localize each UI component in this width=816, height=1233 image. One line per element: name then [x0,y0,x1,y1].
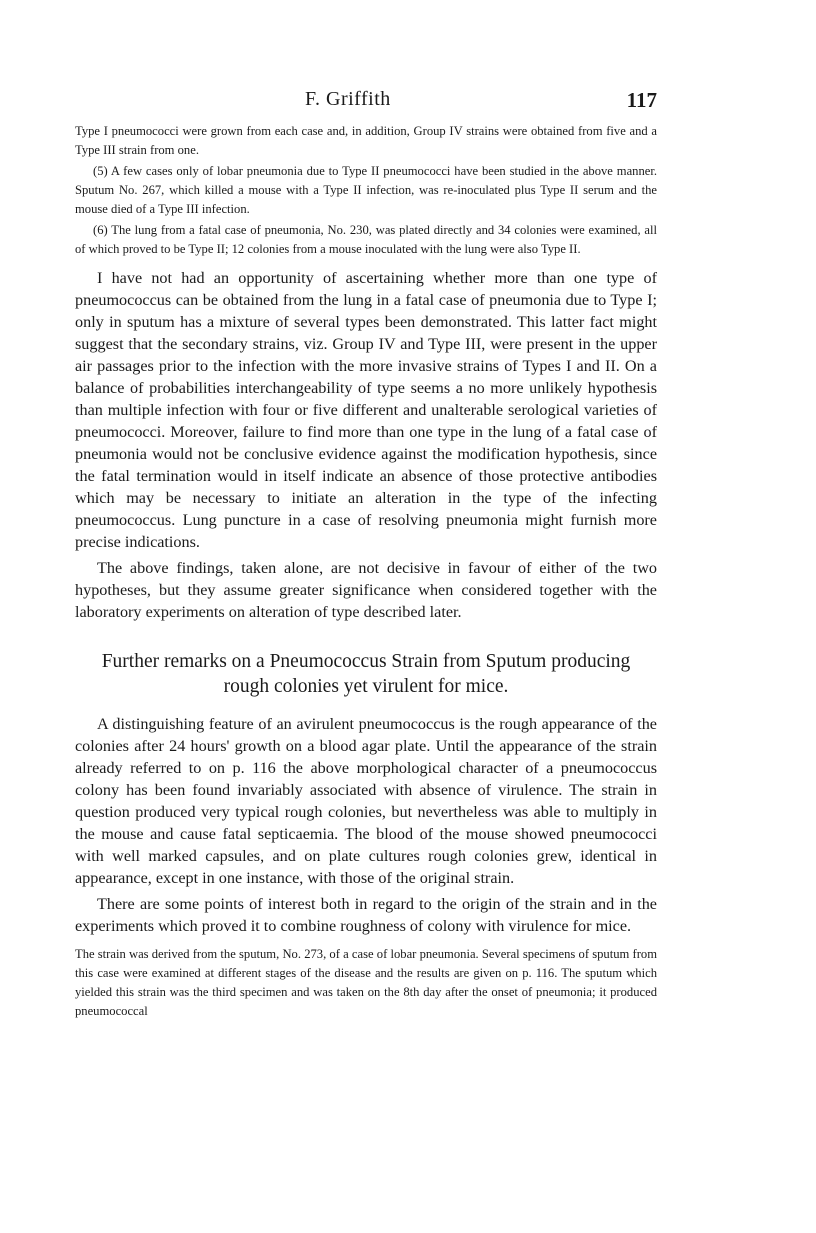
body-paragraph: I have not had an opportunity of ascertaining whether more than one type of pneumococcus can be obtained from the lung in a fatal case of pneumonia due to Type I; only in sputum has a mixture of several types been demonstrated. This latter fact might suggest that the secondary strains, viz. Group IV and Type III, were present in the upper air passages prior to the infection with the more invasive strains of Types I and II. On a balance of probabilities interchangeability of type seems a no more unlikely hypothesis than multiple infection with four or five different and unalterable serological varieties of pneumococci. Moreover, failure to find more than one type in the lung of a fatal case of pneumonia would not be conclusive evidence against the modification hypothesis, since the fatal termination would in itself indicate an absence of those protective antibodies which may be necessary to initiate an alteration in the type of the infecting pneumococcus. Lung puncture in a case of resolving pneumonia might furnish more precise indications. [75,269,657,551]
notes-top [75,122,657,259]
page [75,88,657,1021]
body-paragraph: There are some points of interest both in regard to the origin of the strain and in the experiments which proved it to combine roughness of colony with virulence for mice. [75,895,657,935]
body-section-1 [75,267,657,623]
note-bottom [75,945,657,1021]
note-paragraph: (6) The lung from a fatal case of pneumonia, No. 230, was plated directly and 34 colonies were examined, all of which proved to be Type II; 12 colonies from a mouse inoculated with the lung were also Type II. [75,223,657,256]
note-paragraph: The strain was derived from the sputum, No. 273, of a case of lobar pneumonia. Several specimens of sputum from this case were examined at different stages of the disease and the results are given on p. 116. The sputum which yielded this strain was the third specimen and was taken on the 8th day after the onset of pneumonia; it produced pneumococcal [75,947,657,1018]
page-number: 117 [626,88,657,112]
page-header [75,88,657,122]
body-paragraph: A distinguishing feature of an avirulent pneumococcus is the rough appearance of the colonies after 24 hours' growth on a blood agar plate. Until the appearance of the strain already referred to on p. 116 the above morphological character of a pneumococcus colony has been found invariably associated with absence of virulence. The strain in question produced very typical rough colonies, but nevertheless was able to multiply in the mouse and cause fatal septicaemia. The blood of the mouse showed pneumococci with well marked capsules, and on plate cultures rough colonies grew, identical in appearance, except in one instance, with those of the original strain. [75,715,657,887]
body-section-2 [75,713,657,937]
body-paragraph: The above findings, taken alone, are not decisive in favour of either of the two hypotheses, but they assume greater significance when considered together with the laboratory experiments on alteration of type described later. [75,559,657,621]
note-paragraph: Type I pneumococci were grown from each case and, in addition, Group IV strains were obtained from five and a Type III strain from one. [75,124,657,157]
running-title: F. Griffith [305,88,391,110]
note-paragraph: (5) A few cases only of lobar pneumonia due to Type II pneumococci have been studied in the above manner. Sputum No. 267, which killed a mouse with a Type II infection, was re-inoculated plus Type II serum and the mouse died of a Type III infection. [75,164,657,216]
section-heading: Further remarks on a Pneumococcus Strain from Sputum producing rough colonies yet virulent for mice. [101,651,631,697]
